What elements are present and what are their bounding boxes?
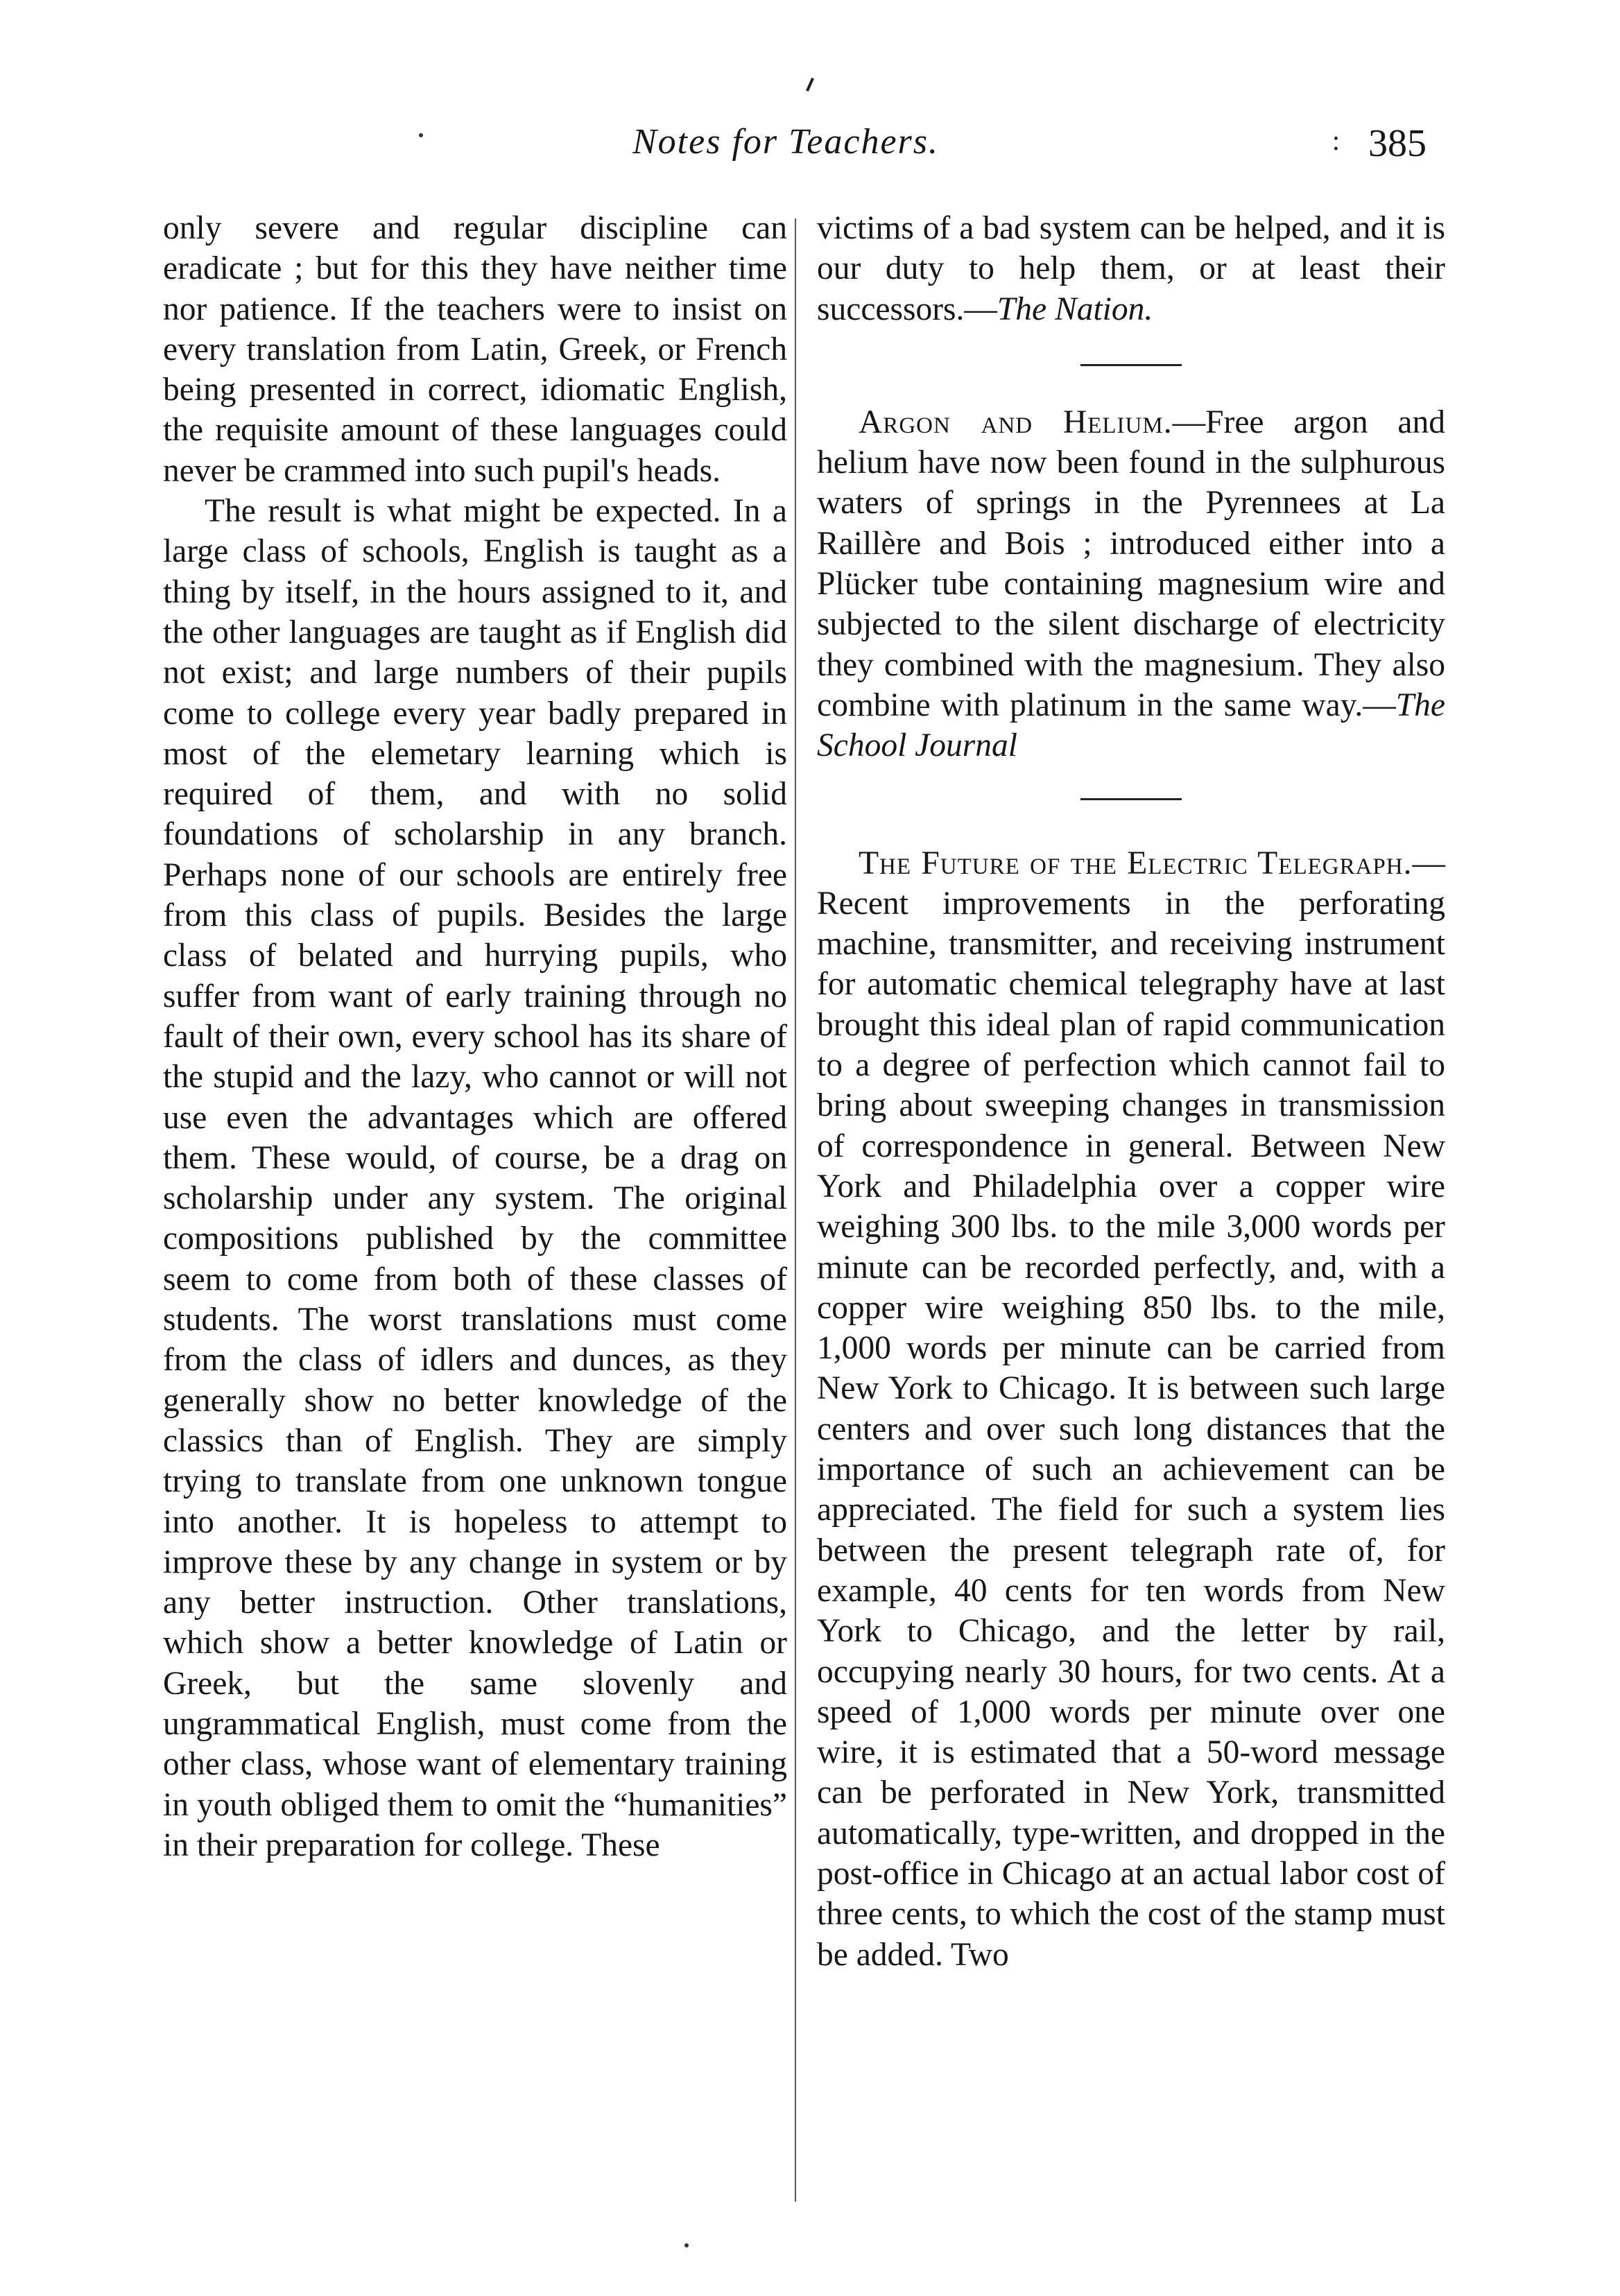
left-column [163, 208, 787, 1865]
stray-ink-mark [806, 78, 814, 92]
source-citation: The Nation. [997, 291, 1153, 327]
continuation-paragraph [817, 208, 1445, 329]
source-citation: The School Journal [817, 687, 1445, 764]
column-rule [795, 218, 796, 2202]
paragraph-text: victims of a bad system can be helped, and it is our duty to help them, or at least their successors.— [817, 210, 1445, 327]
article-text: —Recent improvements in the perforating machine, transmitter, and receiving instrument for automatic chemical telegraphy have at last brought this ideal plan of rapid communication to a degree of perfection which cannot fail to bring about sweeping changes in transmission of correspondence in general. Between New York and Philadelphia over a copper wire weighing 300 lbs. to the mile 3,000 words per minute can be recorded perfectly, and, with a copper wire weighing 850 lbs. to the mile, 1,000 words per minute can be carried from New York to Chicago. It is between such large centers and over such long distances that the importance of such an achievement can be appreciated. The field for such a system lies between the present telegraph rate of, for example, 40 cents for ten words from New York to Chicago, and the letter by rail, occupying nearly 30 hours, for two cents. At a speed of 1,000 words per minute over one wire, it is estimated that a 50-word message can be perforated in New York, transmitted automatically, type-written, and dropped in the post-office in Chicago at an actual labor cost of three cents, to which the cost of the stamp must be added. Two [817, 845, 1445, 1973]
article-heading: The Future of the Electric Telegraph. [859, 845, 1413, 881]
article-text: —Free argon and helium have now been found in the sulphurous waters of springs in the Pyrennees at La Raillère and Bois ; introduced either into a Plücker tube containing magnesium wire and subjected to the silent discharge of electricity they combined with the magnesium. They also combine with platinum in the same way.— [817, 404, 1445, 723]
paragraph: The result is what might be expected. In a large class of schools, English is taught as a thing by itself, in the hours assigned to it, and the other languages are taught as if English did not exist; and large numbers of their pupils come to college every year badly prepared in most of the elemetary learning which is required of them, and with no solid foundations of scholarship in any branch. Perhaps none of our schools are entirely free from this class of pupils. Besides the large class of belated and hurrying pupils, who suffer from want of early training through no fault of their own, every school has its share of the stupid and the lazy, who cannot or will not use even the advantages which are offered them. These would, of course, be a drag on scholarship under any system. The original compositions published by the committee seem to come from both of these classes of students. The worst translations must come from the class of idlers and dunces, as they generally show no better knowledge of the classics than of English. They are simply trying to translate from one unknown tongue into another. It is hopeless to attempt to improve these by any change in system or by any better instruction. Other translations, which show a better knowledge of Latin or Greek, but the same slovenly and ungrammatical English, must come from the other class, whose want of elementary training in youth obliged them to omit the “humanities” in their preparation for college. These [163, 493, 787, 1863]
article-telegraph [817, 843, 1445, 1975]
ink-speck [684, 2243, 689, 2247]
page-header [161, 121, 1437, 177]
article-argon [817, 402, 1445, 766]
paragraph: only severe and regular discipline can eradicate ; but for this they have neither time nor patience. If the teachers were to insist on every translation from Latin, Greek, or French being presented in correct, idiomatic English, the requisite amount of these languages could never be crammed into such pupil's heads. [163, 210, 787, 489]
running-title: Notes for Teachers. [632, 122, 939, 162]
article-heading: Argon and Helium. [859, 404, 1173, 440]
right-column [817, 208, 1445, 1975]
page-number: 385 [1368, 122, 1427, 165]
section-divider [1080, 364, 1182, 366]
section-divider [1080, 798, 1182, 800]
header-separator: : [1332, 125, 1340, 156]
